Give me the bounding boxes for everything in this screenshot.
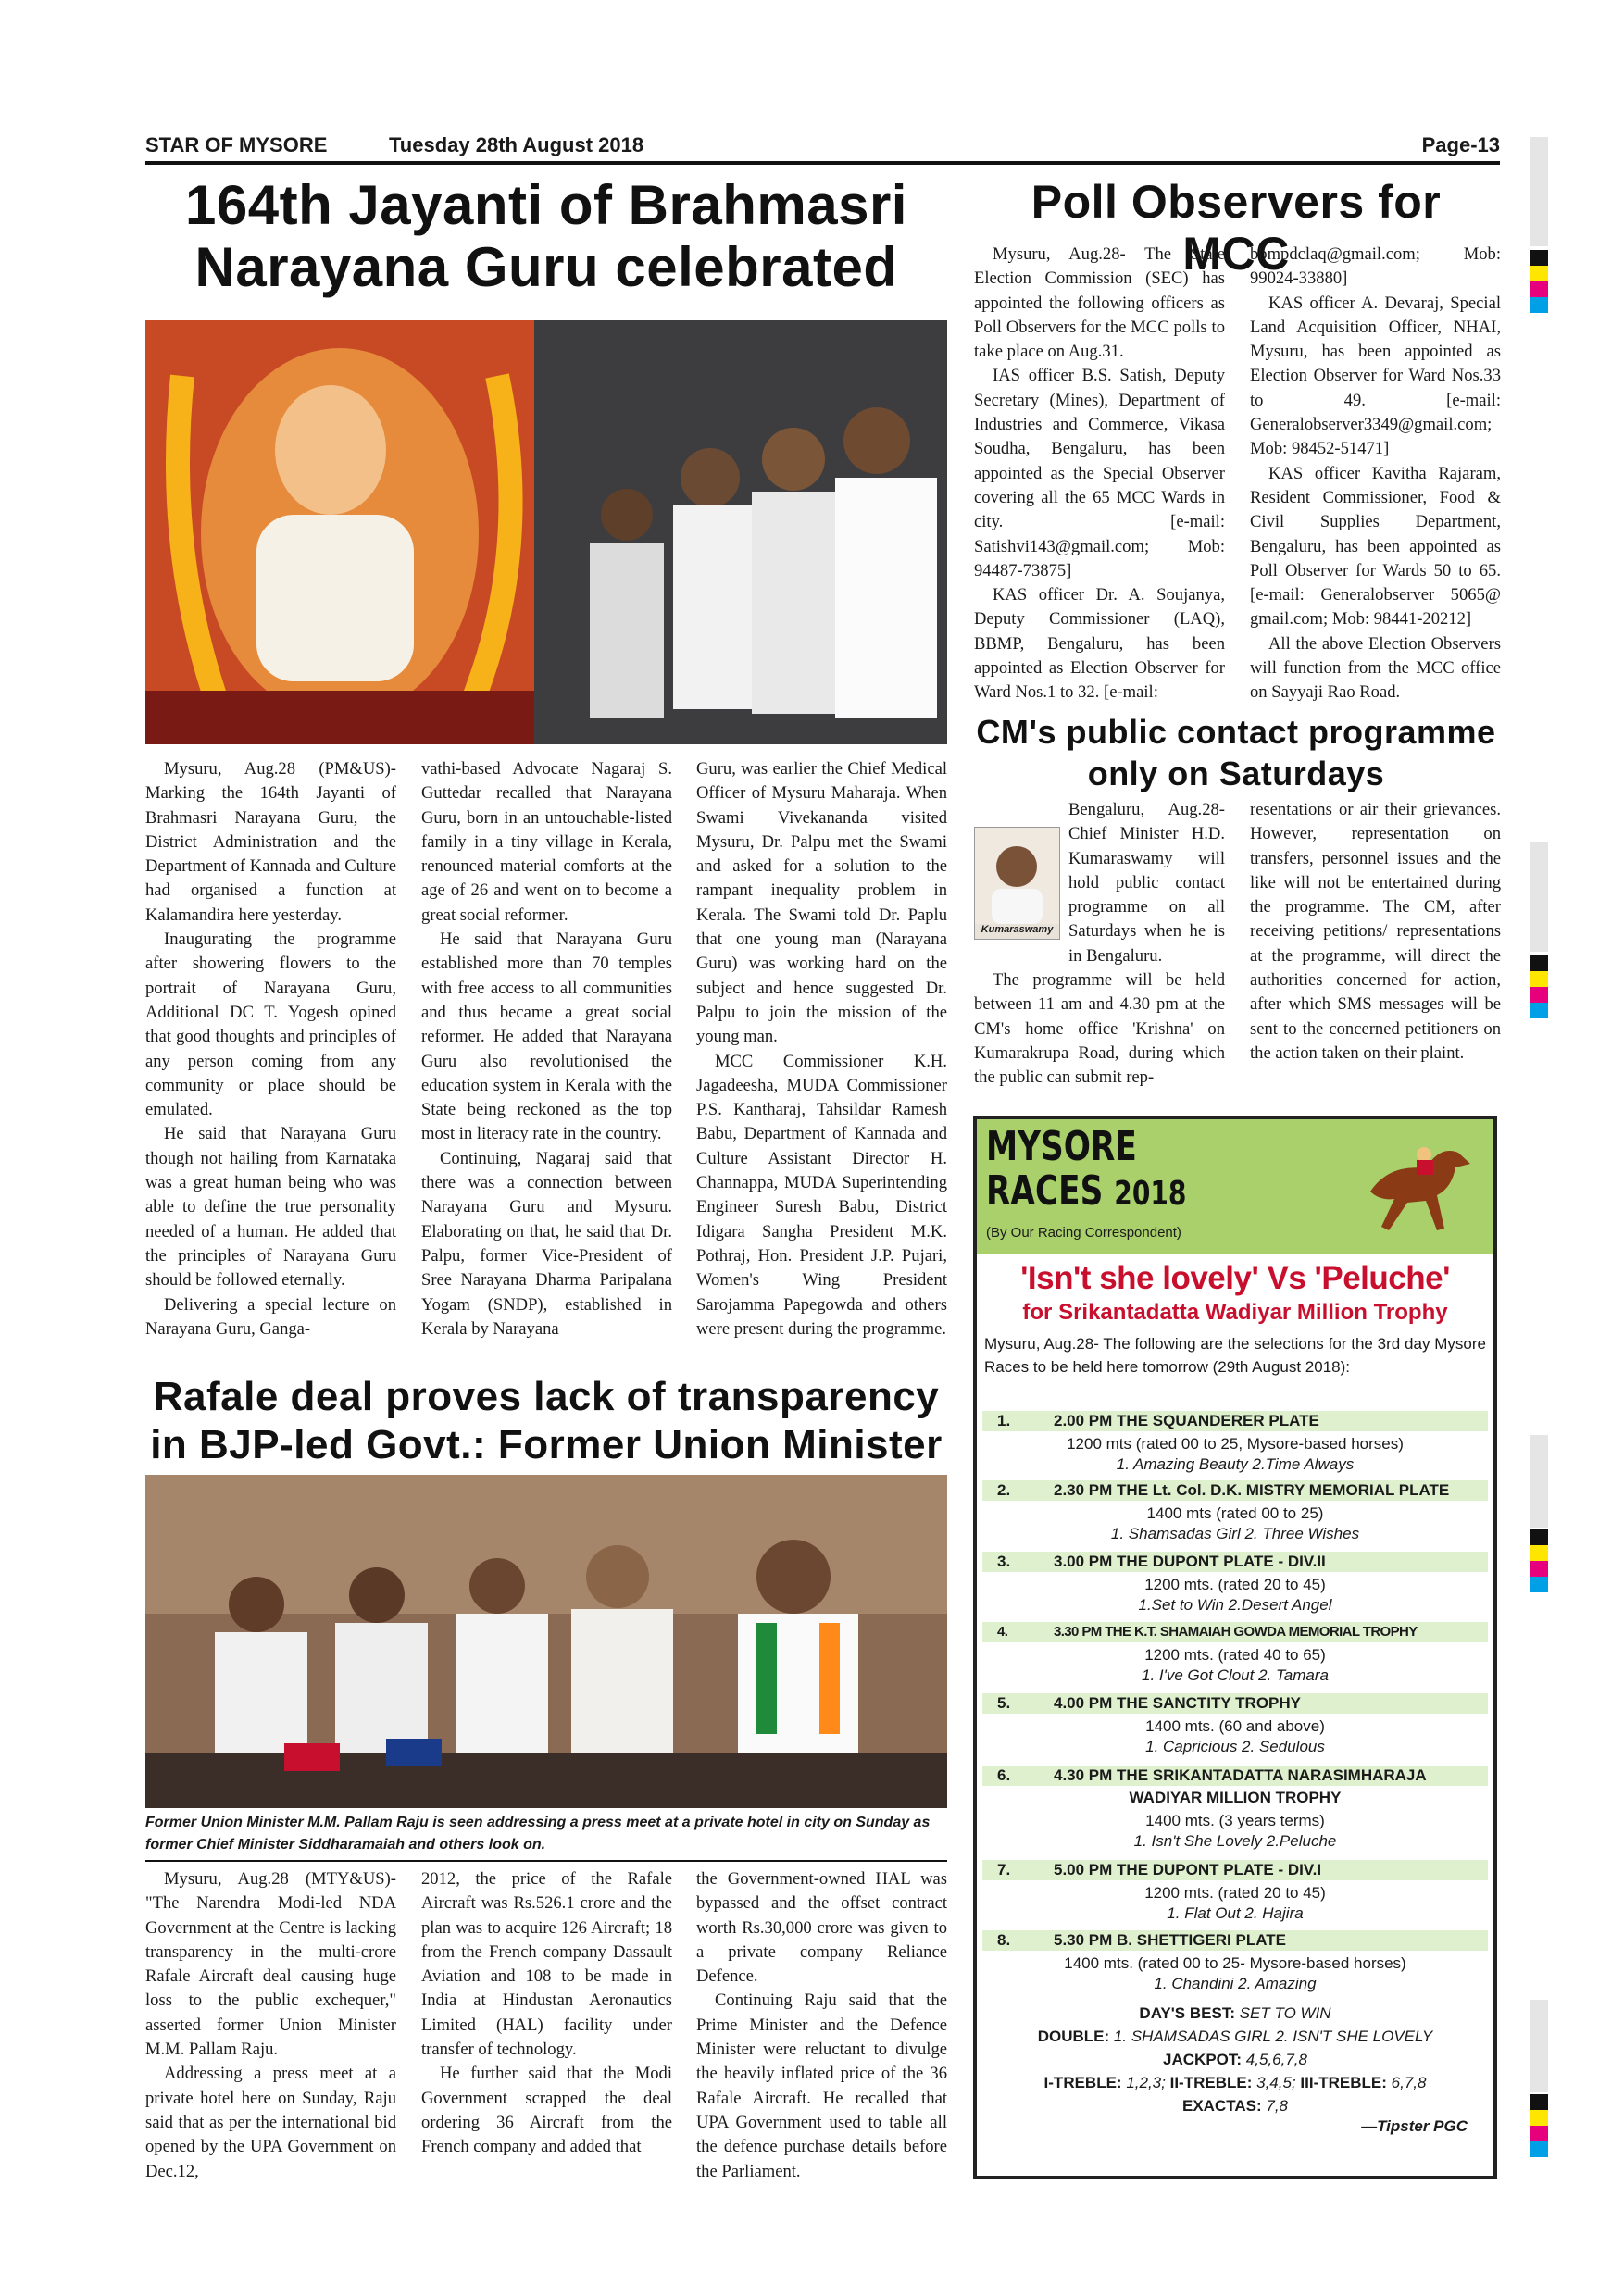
bet-value: 6,7,8 <box>1391 2074 1427 2091</box>
race-number: 4. <box>997 1624 1008 1640</box>
race-picks: 1. Isn't She Lovely 2.Peluche <box>1133 1832 1337 1850</box>
paragraph: He said that Narayana Guru established more than 70 temples with free access to all communities and thus became a great social reformer. He added that Narayana Guru also revolutionised the education system in Kerala with the State being reckoned as the top most in literacy rate in the country. <box>421 930 672 1144</box>
paragraph: Mysuru, Aug.28 (PM&US)- Marking the 164th Jayanti of Brahmasri Narayana Guru, the District Administration and the Department of Kannada and Culture had organised a function at Kalamandira here yesterday. <box>145 759 396 925</box>
paragraph: Mysuru, Aug.28 (MTY&US)- "The Narendra Modi-led NDA Government at the Centre is lacking transparency in the multi-crore Rafale Aircraft deal causing huge loss to the public exchequer," asserted former Union Minister M.M. Pallam Raju. <box>145 1869 396 2060</box>
race-detail: 1400 mts (rated 00 to 25) <box>1146 1504 1324 1522</box>
races-year: 2018 <box>1114 1175 1187 1213</box>
paragraph: Guru, was earlier the Chief Medical Officer of Mysuru Maharaja. When Swami Vivekananda visited Mysuru, Dr. Palpu met the Swami and asked for a solution to the rampant inequality problem in Kerala. The Swami told Dr. Paplu that one young man (Narayana Guru) was working hard on the subject and hence suggested Dr. Palpu to join the mission of the young man. <box>696 759 947 1047</box>
registration-strip <box>1530 137 1548 246</box>
paper-name: STAR OF MYSORE <box>145 133 328 156</box>
article3-col1 <box>974 798 1225 1091</box>
jayanti-photo <box>145 320 947 744</box>
bets-exactas <box>982 2094 1488 2117</box>
article3-col2 <box>1250 798 1501 1066</box>
race-row <box>982 1693 1488 1714</box>
paragraph: KAS officer A. Devaraj, Special Land Acquisition Officer, NHAI, Mysuru, has been appointed as Election Observer for Ward Nos.33 to 49. [e-mail: Generalobserver3349@gmail.com; Mob: 98452-51471] <box>1250 293 1501 459</box>
color-registration-marks <box>1530 2094 1548 2157</box>
article4-col1 <box>145 1867 396 2184</box>
paragraph: MCC Commissioner K.H. Jagadeesha, MUDA Commissioner P.S. Kantharaj, Tahsildar Ramesh Babu, Department of Kannada and Culture Assistant Director H. Channappa, MUDA Superintending Engineer Suresh Babu, District Idigara Sangha President M.K. Pothraj, Hon. President J.P. Pujari, Women's Wing President Sarojamma Papegowda and others were present during the programme. <box>696 1051 947 1339</box>
race-row <box>982 1622 1488 1642</box>
race-detail: 1200 mts. (rated 20 to 45) <box>1144 1884 1326 1902</box>
paragraph: Delivering a special lecture on Narayana Guru, Ganga- <box>145 1294 396 1339</box>
race-detail: 1200 mts. (rated 40 to 65) <box>1144 1646 1326 1664</box>
race-detail: 1400 mts. (60 and above) <box>1145 1717 1325 1735</box>
races-subhead: for Srikantadatta Wadiyar Million Trophy <box>1022 1300 1448 1325</box>
race-picks: 1. Amazing Beauty 2.Time Always <box>1116 1455 1355 1473</box>
race-detail: 1400 mts. (3 years terms) <box>1145 1812 1325 1829</box>
paragraph: KAS officer Dr. A. Soujanya, Deputy Commissioner (LAQ), BBMP, Bengaluru, has been appointed as Election Observer for Ward Nos.1 to 32. [e-mail: <box>974 585 1225 703</box>
race-title-continued: WADIYAR MILLION TROPHY <box>1129 1789 1342 1806</box>
paragraph: Inaugurating the programme after showering flowers to the portrait of Narayana Guru, Additional DC T. Yogesh opined that good thoughts and principles of any person coming from any community or place should be emulated. <box>145 930 396 1120</box>
bet-label: DOUBLE: <box>1037 2028 1110 2045</box>
race-number: 5. <box>997 1694 1011 1712</box>
bets-double <box>982 2025 1488 2048</box>
headline-line: in BJP-led Govt.: Former Union Minister <box>150 1422 943 1467</box>
race-title: 4.30 PM THE SRIKANTADATTA NARASIMHARAJA <box>1054 1766 1427 1784</box>
article1-col2 <box>421 757 672 1341</box>
race-row <box>982 1552 1488 1572</box>
race-detail: 1200 mts. (rated 20 to 45) <box>1144 1576 1326 1593</box>
races-header <box>977 1119 1493 1254</box>
tipster-signoff: —Tipster PGC <box>1361 2117 1468 2135</box>
paragraph: He said that Narayana Guru though not hailing from Karnataka was a great human being who was able to define the true personality needed of a human. He added that the principles of Narayana Guru should be followed eternally. <box>145 1124 396 1291</box>
caption-rule <box>145 1860 947 1862</box>
race-detail: 1200 mts (rated 00 to 25, Mysore-based horses) <box>1067 1435 1404 1453</box>
article1-headline <box>145 174 947 298</box>
race-picks: 1. Flat Out 2. Hajira <box>1167 1904 1304 1922</box>
races-headline: 'Isn't she lovely' Vs 'Peluche' <box>1020 1260 1450 1296</box>
press-meet-caption: Former Union Minister M.M. Pallam Raju is seen addressing a press meet at a private hotel in city on Sunday as former Chief Minister Siddharamaiah and others look on. <box>145 1815 931 1853</box>
bet-value: 4,5,6,7,8 <box>1245 2051 1307 2068</box>
races-title-line: RACES <box>986 1167 1104 1215</box>
paragraph: the Government-owned HAL was bypassed and the offset contract worth Rs.30,000 crore was given to a private company Reliance Defence. <box>696 1869 947 1987</box>
race-number: 6. <box>997 1766 1011 1784</box>
registration-strip <box>1530 1435 1548 1528</box>
race-title: 2.30 PM THE Lt. Col. D.K. MISTRY MEMORIAL PLATE <box>1054 1481 1450 1499</box>
race-title: 5.30 PM B. SHETTIGERI PLATE <box>1054 1931 1286 1949</box>
article2-col1 <box>974 243 1225 705</box>
article1-col1 <box>145 757 396 1341</box>
bet-label: III-TREBLE: <box>1300 2074 1387 2091</box>
race-row <box>982 1411 1488 1431</box>
bets-days-best <box>982 2002 1488 2025</box>
registration-strip <box>1530 842 1548 952</box>
race-row <box>982 1480 1488 1501</box>
article4-headline <box>145 1373 947 1469</box>
race-picks: 1. I've Got Clout 2. Tamara <box>1142 1666 1329 1684</box>
race-row <box>982 1766 1488 1786</box>
headline-line: CM's public contact programme <box>976 713 1496 751</box>
bet-value: SET TO WIN <box>1239 2004 1331 2022</box>
paragraph: Continuing Raju said that the Prime Minister and the Defence Minister were reluctant to divulge the heavily inflated price of the 36 Rafale Aircraft. He recalled that UPA Government used to table all the defence purchase details before the Parliament. <box>696 1990 947 2181</box>
racehorse-icon <box>1352 1127 1481 1245</box>
registration-strip <box>1530 2000 1548 2092</box>
race-title: 4.00 PM THE SANCTITY TROPHY <box>1054 1694 1302 1712</box>
photo-float-spacer <box>974 798 1068 944</box>
paragraph: vathi-based Advocate Nagaraj S. Guttedar recalled that Narayana Guru, born in an untouchable-listed family in a tiny village in Kerala, renounced material comforts at the age of 26 and went on to become a great social reformer. <box>421 759 672 925</box>
bets-trebles <box>982 2071 1488 2094</box>
bet-label: DAY'S BEST: <box>1139 2004 1235 2022</box>
race-row <box>982 1860 1488 1880</box>
article2-col2 <box>1250 243 1501 705</box>
race-number: 3. <box>997 1553 1011 1570</box>
photo-caption: Kumaraswamy <box>981 924 1054 935</box>
issue-date: Tuesday 28th August 2018 <box>389 133 644 156</box>
headline-line: Narayana Guru celebrated <box>194 236 898 299</box>
race-number: 7. <box>997 1861 1011 1878</box>
races-intro: Mysuru, Aug.28- The following are the selections for the 3rd day Mysore Races to be held here tomorrow (29th August 2018): <box>984 1335 1486 1376</box>
race-title: 3.00 PM THE DUPONT PLATE - DIV.II <box>1054 1553 1326 1570</box>
mysore-races-box <box>973 1116 1497 2179</box>
headline-line: only on Saturdays <box>1087 755 1385 792</box>
bet-value: 1,2,3; <box>1126 2074 1166 2091</box>
article4-col3 <box>696 1867 947 2184</box>
masthead <box>145 133 1500 165</box>
color-registration-marks <box>1530 250 1548 313</box>
paragraph: resentations or air their grievances. However, representation on transfers, personnel issues and the like will not be entertained during the programme. The CM, after receiving petitions/ representations at the programme, will direct the authorities concerned for action, after which SMS messages will be sent to the concerned petitioners on the action taken on their plaint. <box>1250 800 1501 1063</box>
bet-label: JACKPOT: <box>1163 2051 1243 2068</box>
race-title: 5.00 PM THE DUPONT PLATE - DIV.I <box>1054 1861 1322 1878</box>
races-byline: (By Our Racing Correspondent) <box>986 1225 1181 1241</box>
paragraph: He further said that the Modi Government scrapped the deal ordering 36 Aircraft from the French company and added that <box>421 2064 672 2157</box>
press-meet-illustration <box>145 1475 947 1808</box>
press-meet-photo <box>145 1475 947 1808</box>
race-number: 8. <box>997 1931 1011 1949</box>
bet-label: EXACTAS: <box>1181 2097 1262 2115</box>
paragraph: Bengaluru, Aug.28- Chief Minister H.D. Kumaraswamy will hold public contact programme on all Saturdays when he is in Bengaluru. <box>1068 800 1225 966</box>
race-picks: 1. Capricious 2. Sedulous <box>1145 1738 1325 1755</box>
race-row <box>982 1930 1488 1951</box>
race-detail: 1400 mts. (rated 00 to 25- Mysore-based horses) <box>1064 1954 1406 1972</box>
race-picks: 1. Chandini 2. Amazing <box>1154 1975 1317 1992</box>
article4-col2 <box>421 1867 672 2160</box>
paragraph: Continuing, Nagaraj said that there was a connection between Narayana Guru and Mysuru. Elaborating on that, he said that Dr. Palpu, former Vice-President of Sree Narayana Dharma Paripalana Yogam (SNDP), established in Kerala by Narayana <box>421 1148 672 1339</box>
paragraph: 2012, the price of the Rafale Aircraft was Rs.526.1 crore and the plan was to acquire 126 Aircraft; 18 from the French company Dassault Aviation and 108 to be made in India at Hindustan Aeronautics Limited (HAL) facility under transfer of technology. <box>421 1869 672 2060</box>
race-number: 2. <box>997 1481 1011 1499</box>
bet-label: I-TREBLE: <box>1043 2074 1122 2091</box>
headline-line: 164th Jayanti of Brahmasri <box>185 174 907 236</box>
jayanti-photo-illustration <box>145 320 947 744</box>
article3-headline <box>972 711 1500 794</box>
bet-label: II-TREBLE: <box>1169 2074 1253 2091</box>
bet-value: 3,4,5; <box>1256 2074 1296 2091</box>
paragraph: The programme will be held between 11 am and 4.30 pm at the CM's home office 'Krishna' on Kumarakrupa Road, during which the public can submit rep- <box>974 970 1225 1088</box>
bet-value: 1. SHAMSADAS GIRL 2. ISN'T SHE LOVELY <box>1113 2028 1433 2045</box>
bet-value: 7,8 <box>1266 2097 1288 2115</box>
race-title: 2.00 PM THE SQUANDERER PLATE <box>1054 1412 1319 1429</box>
paragraph: KAS officer Kavitha Rajaram, Resident Commissioner, Food & Civil Supplies Department, Bengaluru, has been appointed as Poll Observer for Wards 50 to 65. [e-mail: Generalobserver 5065@ gmail.com; Mob: 98441-20212] <box>1250 463 1501 630</box>
headline-line: Rafale deal proves lack of transparency <box>153 1374 940 1419</box>
race-picks: 1.Set to Win 2.Desert Angel <box>1138 1596 1332 1614</box>
race-title: 3.30 PM THE K.T. SHAMAIAH GOWDA MEMORIAL TROPHY <box>1054 1624 1418 1640</box>
color-registration-marks <box>1530 1529 1548 1592</box>
article2-headline: Poll Observers for MCC <box>1031 176 1442 280</box>
paragraph: Mysuru, Aug.28- The State Election Commission (SEC) has appointed the following officers as Poll Observers for the MCC polls to take place on Aug.31. <box>974 244 1225 362</box>
paragraph: Addressing a press meet at a private hotel here on Sunday, Raju said that as per the international bid opened by the UPA Government on Dec.12, <box>145 2064 396 2181</box>
color-registration-marks <box>1530 955 1548 1018</box>
bets-jackpot <box>982 2048 1488 2071</box>
races-title <box>986 1125 1186 1217</box>
paragraph: IAS officer B.S. Satish, Deputy Secretary (Mines), Department of Industries and Commerce, Vikasa Soudha, Bengaluru, has been appointed as the Special Observer covering all the 65 MCC Wards in city. [e-mail: Satishvi143@gmail.com; Mob: 94487-73875] <box>974 366 1225 580</box>
race-picks: 1. Shamsadas Girl 2. Three Wishes <box>1110 1525 1360 1542</box>
races-title-line: MYSORE <box>986 1123 1137 1170</box>
article1-col3 <box>696 757 947 1341</box>
page-number: Page-13 <box>1421 133 1500 156</box>
paragraph: bbmpdclaq@gmail.com; Mob: 99024-33880] <box>1250 244 1501 289</box>
paragraph: All the above Election Observers will function from the MCC office on Sayyaji Rao Road. <box>1250 633 1501 703</box>
race-number: 1. <box>997 1412 1011 1429</box>
